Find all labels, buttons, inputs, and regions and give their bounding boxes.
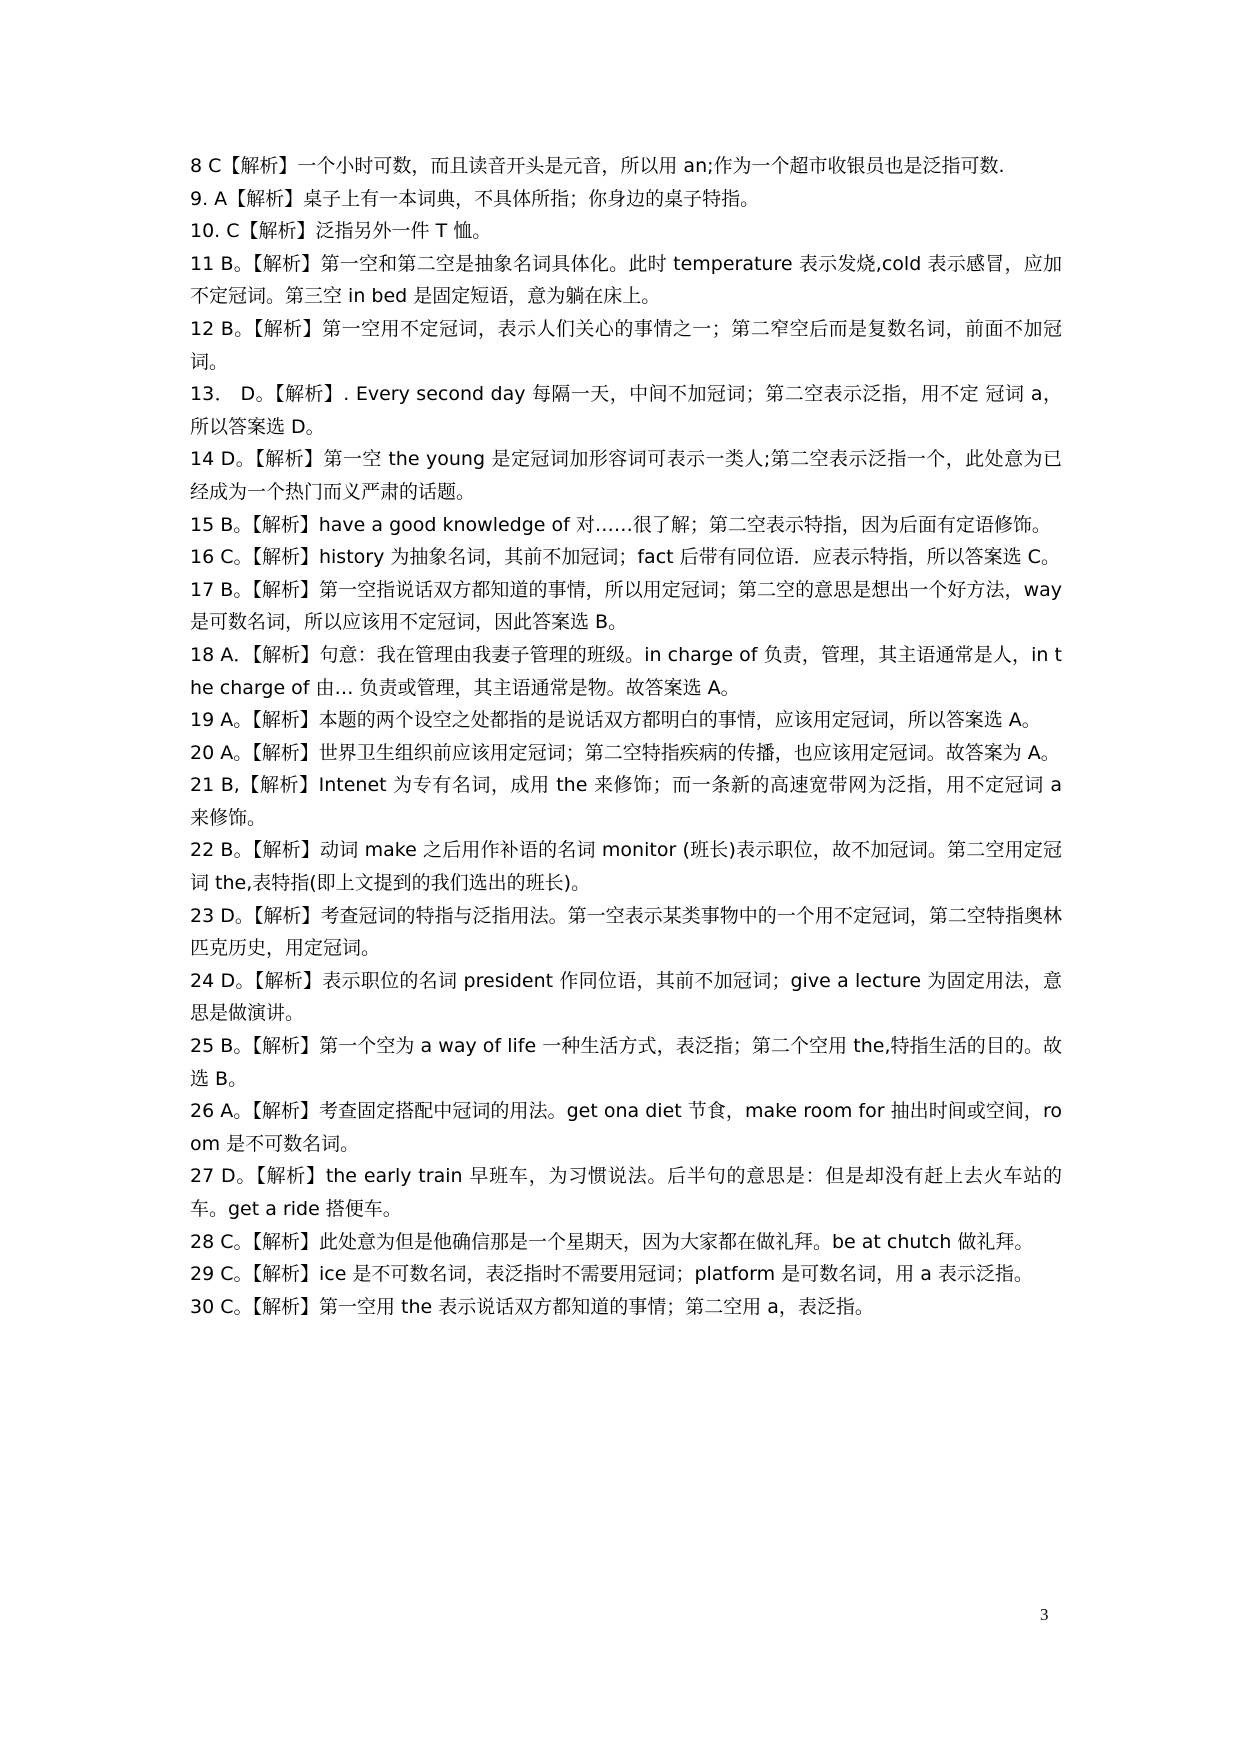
answer-23: 23 D。【解析】考查冠词的特指与泛指用法。第一空表示某类事物中的一个用不定冠词，第二空特指奥林匹克历史，用定冠词。 [190,904,1062,960]
answer-27: 27 D。【解析】the early train 早班车，为习惯说法。后半句的意思是：但是却没有赶上去火车站的车。get a ride 搭便车。 [190,1165,1062,1220]
answer-24: 24 D。【解析】表示职位的名词 president 作同位语，其前不加冠词；give a lecture 为固定用法，意思是做演讲。 [190,969,1062,1025]
answer-21: 21 B,【解析】Intenet 为专有名词，成用 the 来修饰；而一条新的高速宽带网为泛指，用不定冠词 a 来修饰。 [190,774,1062,829]
answer-explanations [190,150,1062,1323]
answer-9: 9. A【解析】桌子上有一本词典，不具体所指；你身边的桌子特指。 [190,187,760,210]
answer-14: 14 D。【解析】第一空 the young 是定冠词加形容词可表示一类人;第二空表示泛指一个，此处意为已经成为一个热门而义严肃的话题。 [190,448,1062,503]
answer-15: 15 B。【解析】have a good knowledge of 对……很了解；第二空表示特指，因为后面有定语修饰。 [190,513,1051,536]
answer-28: 28 C。【解析】此处意为但是他确信那是一个星期天，因为大家都在做礼拜。be at chutch 做礼拜。 [190,1230,1034,1253]
answer-18: 18 A．【解析】句意：我在管理由我妻子管理的班级。in charge of 负责，管理，其主语通常是人，in the charge of 由… 负责或管理，其主语通常是物。故答案选 A。 [190,643,1062,699]
answer-25: 25 B。【解析】第一个空为 a way of life 一种生活方式，表泛指；第二个空用 the,特指生活的目的。故选 B。 [190,1035,1062,1090]
answer-10: 10. C【解析】泛指另外一件 T 恤。 [190,220,492,243]
answer-22: 22 B。【解析】动词 make 之后用作补语的名词 monitor (班长)表示职位，故不加冠词。第二空用定冠词 the,表特指(即上文提到的我们选出的班长)。 [190,839,1062,895]
answer-11: 11 B。【解析】第一空和第二空是抽象名词具体化。此时 temperature 表示发烧,cold 表示感冒，应加不定冠词。第三空 in bed 是固定短语，意为躺在床上。 [190,252,1062,308]
page-number: 3 [1040,1605,1049,1624]
answer-8: 8 C【解析】一个小时可数，而且读音开头是元音，所以用 an;作为一个超市收银员也是泛指可数. [190,155,1005,177]
answer-13: 13． D。【解析】. Every second day 每隔一天，中间不加冠词；第二空表示泛指，用不定 冠词 a，所以答案选 D。 [190,383,1062,438]
answer-16: 16 C。【解析】history 为抽象名词，其前不加冠词；fact 后带有同位语．应表示特指，所以答案选 C。 [190,546,1060,569]
answer-29: 29 C。【解析】ice 是不可数名词，表泛指时不需要用冠词；platform 是可数名词，用 a 表示泛指。 [190,1263,1033,1286]
answer-19: 19 A。【解析】本题的两个设空之处都指的是说话双方都明白的事情，应该用定冠词，所以答案选 A。 [190,709,1041,732]
answer-12: 12 B。【解析】第一空用不定冠词，表示人们关心的事情之一；第二窄空后而是复数名词，前面不加冠词。 [190,317,1062,373]
answer-30: 30 C。【解析】第一空用 the 表示说话双方都知道的事情；第二空用 a，表泛指。 [190,1295,874,1318]
answer-20: 20 A。【解析】世界卫生组织前应该用定冠词；第二空特指疾病的传播，也应该用定冠词。故答案为 A。 [190,741,1060,764]
answer-17: 17 B。【解析】第一空指说话双方都知道的事情，所以用定冠词；第二空的意思是想出一个好方法，way 是可数名词，所以应该用不定冠词，因此答案选 B。 [190,578,1062,634]
answer-26: 26 A。【解析】考查固定搭配中冠词的用法。get ona diet 节食，make room for 抽出时间或空间，room 是不可数名词。 [190,1100,1062,1155]
